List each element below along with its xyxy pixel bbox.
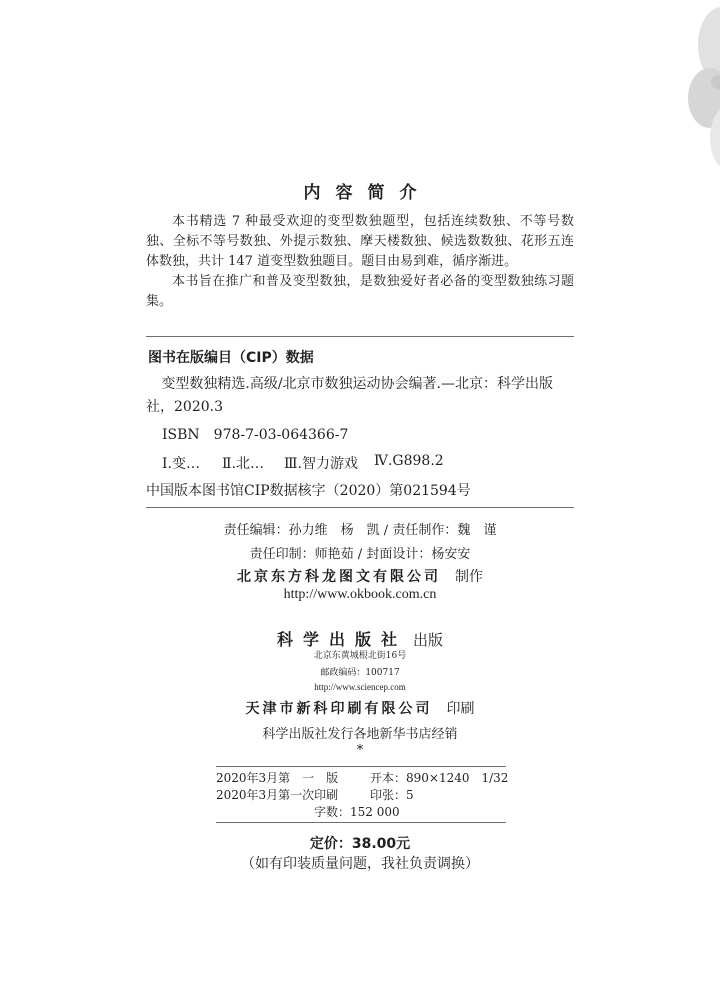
book-format: 开本：890×1240 1/32 [370,771,509,785]
maker-line [0,566,720,586]
printer-role: 印刷 [446,701,475,717]
divider [146,336,574,337]
distributor: 科学出版社发行各地新华书店经销 [262,727,458,742]
cip-description: 变型数独精选.高级/北京市数独运动协会编著.—北京：科学出版社，2020.3 [146,376,554,415]
separator-star: * [356,743,364,758]
printer-line [0,698,720,718]
divider [146,507,574,508]
cip-classification: Ⅳ.G898.2 [374,453,444,469]
cip-classification: Ⅱ.北… [222,456,264,472]
cip-title: 图书在版编目（CIP）数据 [148,350,314,366]
word-count: 字数：152 000 [314,805,400,819]
price: 定价：38.00元 [309,836,411,852]
isbn: ISBN 978-7-03-064366-7 [162,427,349,443]
publisher-line [0,627,720,650]
divider [216,822,506,823]
divider [216,766,506,767]
editors-credit: 责任编辑：孙力维 杨 凯 / 责任制作：魏 谨 [223,523,497,538]
publisher-role: 出版 [413,631,444,649]
printer-name: 天津市新科印刷有限公司 [245,701,433,717]
cip-record-number: 中国版本图书馆CIP数据核字（2020）第021594号 [146,483,471,499]
publisher-website: http://www.sciencep.com [314,682,406,692]
summary-title: 内容简介 [303,183,432,203]
maker-company: 北京东方科龙图文有限公司 [237,569,441,585]
summary-paragraph: 本书旨在推广和普及变型数独，是数独爱好者必备的变型数独练习题集。 [146,274,574,309]
summary-paragraph: 本书精选 7 种最受欢迎的变型数独题型，包括连续数独、不等号数独、全标不等号数独、外提示数独、摩天楼数独、候选数数独、花形五连体数独，共计 147 道变型数独题目。题目由易到难，循序渐进。 [146,214,574,269]
flower-graphic [680,0,720,175]
maker-role: 制作 [455,569,483,585]
first-edition: 2020年3月第 一 版 [216,771,339,785]
cip-classification: Ⅰ.变… [162,456,200,472]
first-printing: 2020年3月第一次印刷 [216,788,339,802]
publisher-postcode: 邮政编码：100717 [320,668,400,678]
summary-text [146,212,574,312]
publisher-address: 北京东黄城根北街16号 [313,651,407,661]
print-design-credit: 责任印制：师艳茹 / 封面设计：杨安安 [249,547,471,562]
publisher-name: 科学出版社 [276,630,407,649]
quality-notice: （如有印装质量问题，我社负责调换） [241,856,479,872]
printed-sheets: 印张：5 [370,788,414,802]
cip-classification: Ⅲ.智力游戏 [284,456,358,472]
maker-website: http://www.okbook.com.cn [283,587,437,602]
